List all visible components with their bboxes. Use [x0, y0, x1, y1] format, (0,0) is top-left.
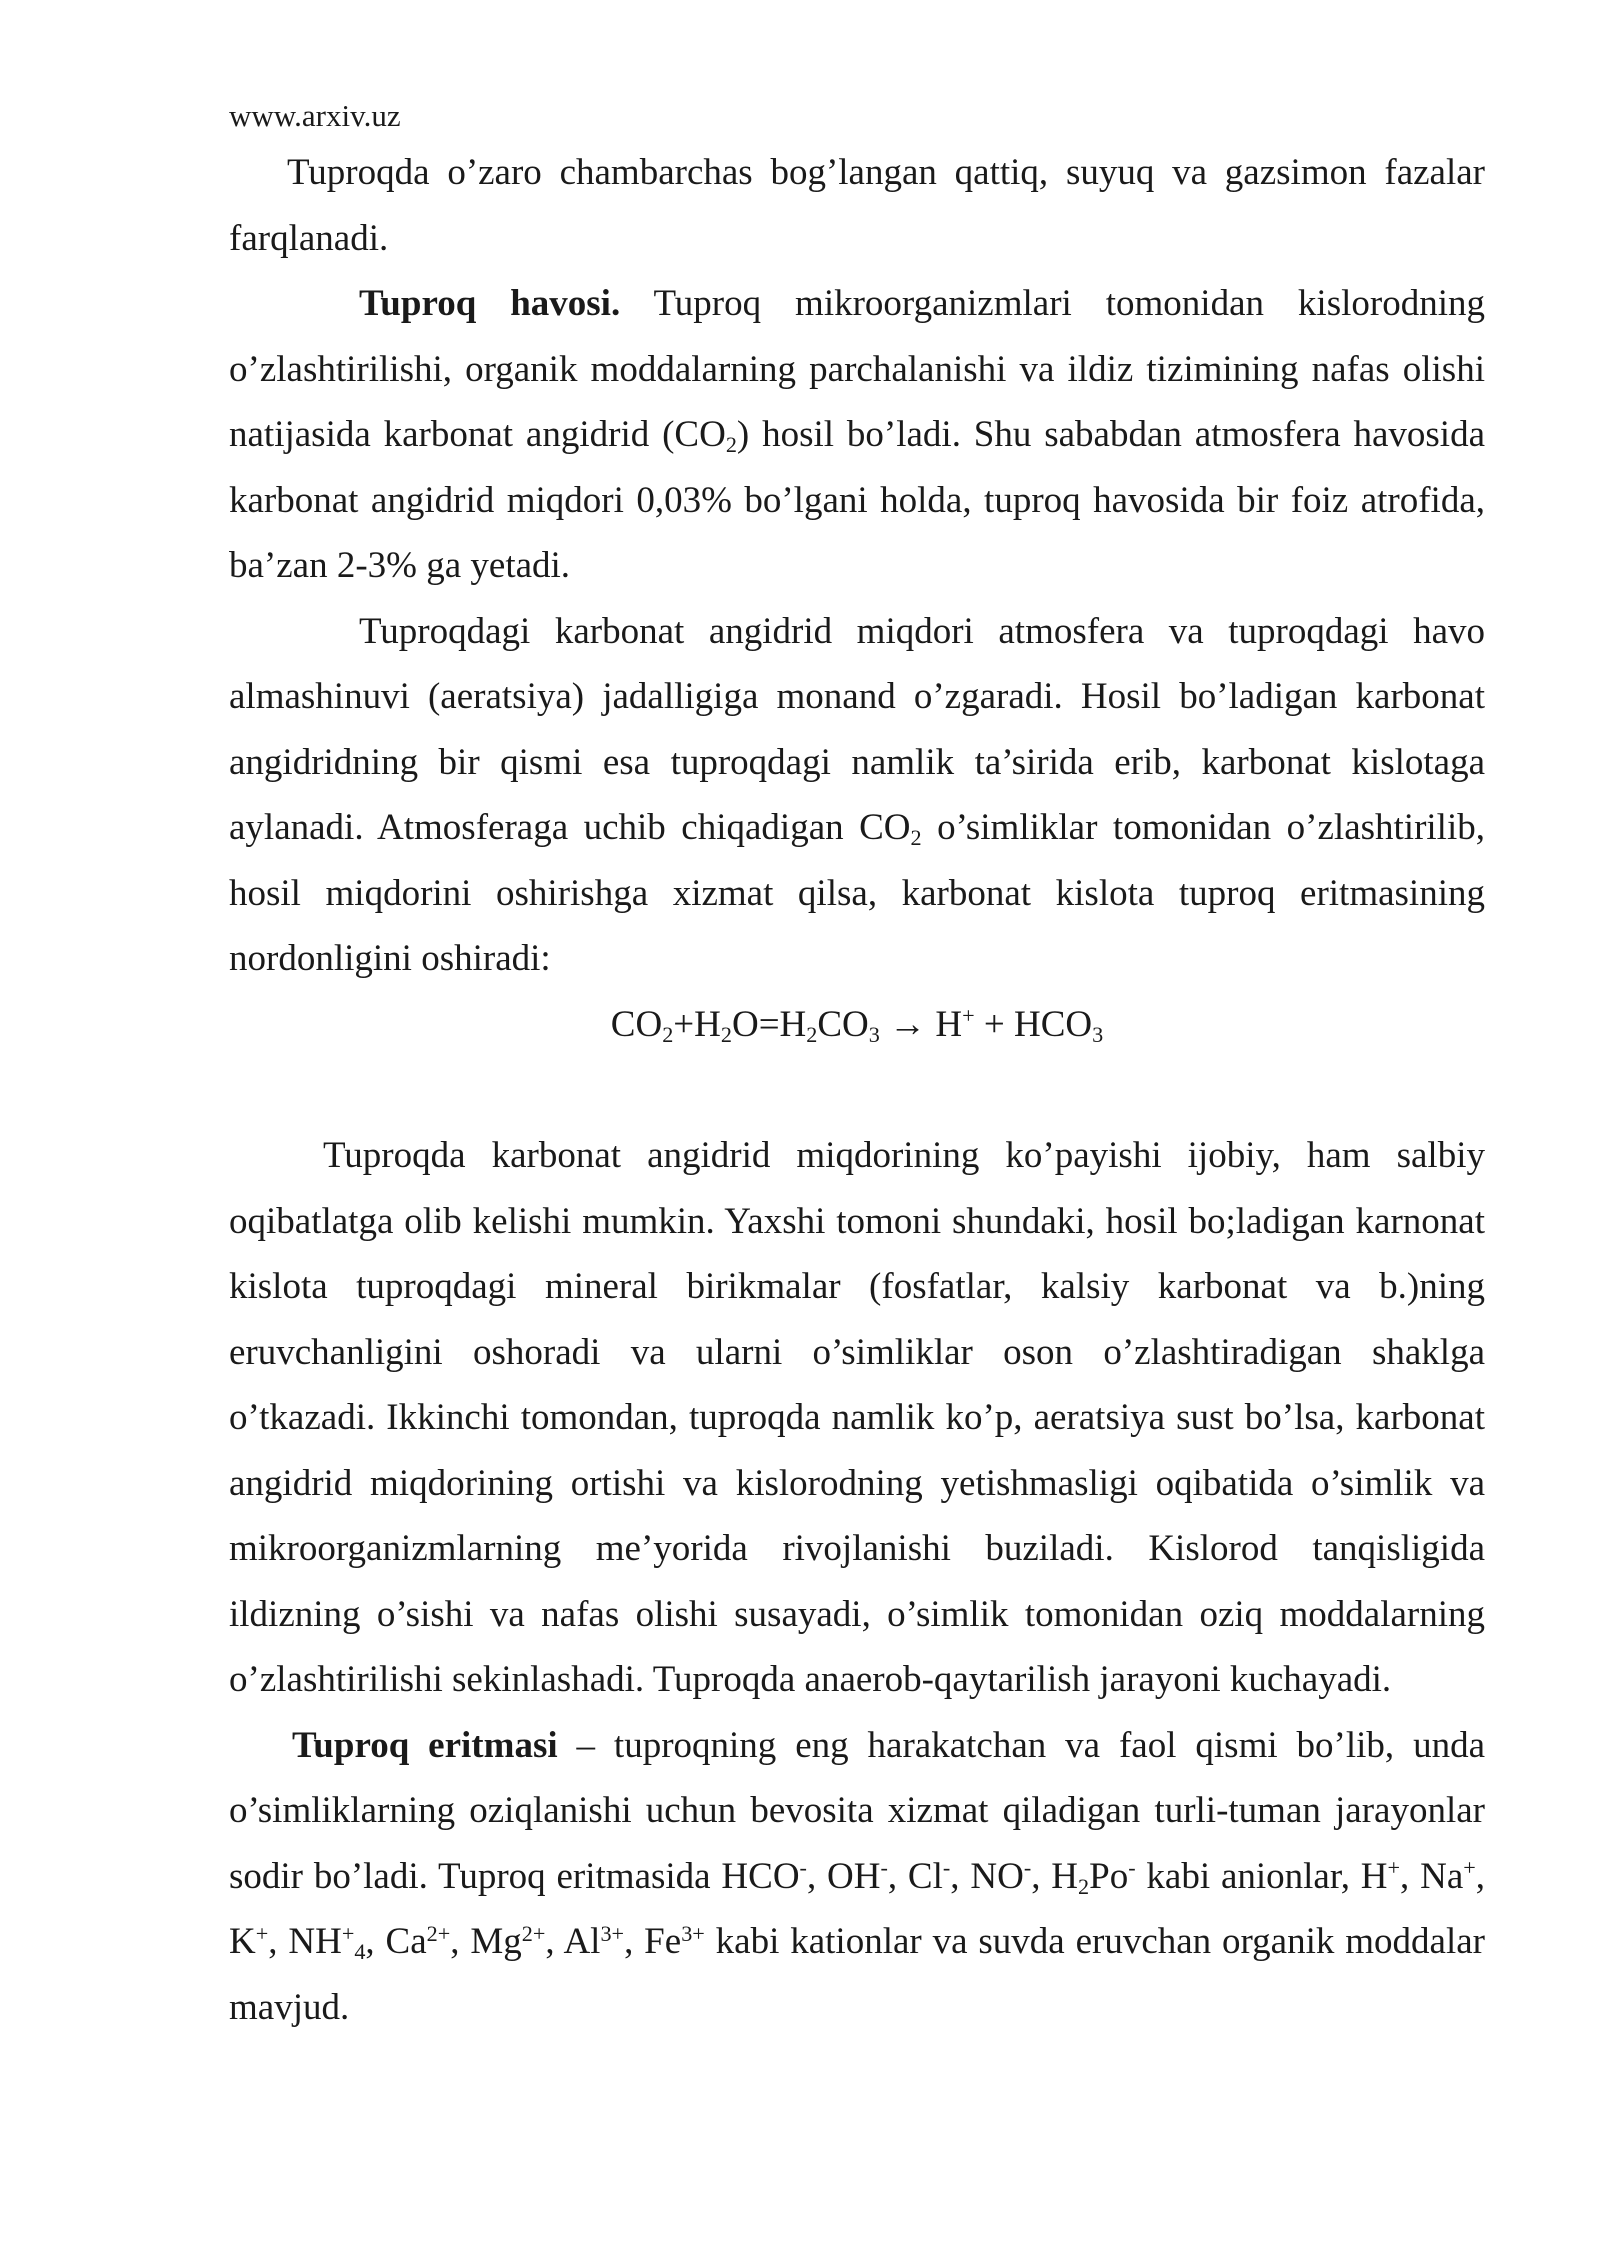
site-header: www.arxiv.uz	[229, 98, 401, 133]
heading-soil-air: Tuproq havosi.	[359, 283, 621, 324]
document-body	[229, 140, 1485, 2040]
paragraph-phases: Tuproqda o’zaro chambarchas bog’langan qattiq, suyuq va gazsimon fazalar farqlanadi.	[229, 152, 1485, 259]
chemical-equation: $CO_2+H_2O=H_2CO_3 \to H^+ + HCO_3$	[610, 1003, 1104, 1047]
spacer	[229, 1057, 1485, 1123]
paragraph-co2-effects: Tuproqda karbonat angidrid miqdorining ko’payishi ijobiy, ham salbiy oqibatlatga olib kelishi mumkin. Yaxshi tomoni shundaki, hosil bo;ladigan karnonat kislota tuproqdagi mineral birikmalar (fosfatlar, kalsiy karbonat va b.)ning eruvchanligini oshoradi va ularni o’simliklar oson o’zlashtiradigan shaklga o’tkazadi. Ikkinchi tomondan, tuproqda namlik ko’p, aeratsiya sust bo’lsa, karbonat angidrid miqdorining ortishi va kislorodning yetishmasligi oqibatida o’simlik va mikroorganizmlarning me’yorida rivojlanishi buziladi. Kislorod tanqisligida ildizning o’sishi va nafas olishi susayadi, o’simlik tomonidan oziq moddalarning o’zlashtirilishi sekinlashadi. Tuproqda anaerob-qaytarilish jarayoni kuchayadi.	[229, 1135, 1485, 1700]
paragraph-soil-solution: Tuproq eritmasi – tuproqning eng harakatchan va faol qismi bo’lib, unda o’simliklarning oziqlanishi uchun bevosita xizmat qiladigan turli-tuman jarayonlar sodir bo’ladi. Tuproq eritmasida HCO-, OH-, Cl-, NO-, $H_2Po^-$ kabi anionlar, H+, Na+, K+, $NH^+_4$, $Ca^{2+}$, $Mg^{2+}$, $Al^{3+}$, $Fe^{3+}$ kabi kationlar va suvda eruvchan organik moddalar mavjud.	[229, 1724, 1486, 2028]
paragraph-soil-air: Tuproq havosi. Tuproq mikroorganizmlari tomonidan kislorodning o’zlashtirilishi, organik moddalarning parchalanishi va ildiz tizimining nafas olishi natijasida karbonat angidrid $(CO_2)$ hosil bo’ladi. Shu sababdan atmosfera havosida karbonat angidrid miqdori 0,03% bo’lgani holda, tuproq havosida bir foiz atrofida, ba’zan 2-3% ga yetadi.	[229, 283, 1485, 586]
paragraph-co2-content: Tuproqdagi karbonat angidrid miqdori atmosfera va tuproqdagi havo almashinuvi (aeratsiya) jadalligiga monand o’zgaradi. Hosil bo’ladigan karbonat angidridning bir qismi esa tuproqdagi namlik ta’sirida erib, karbonat kislotaga aylanadi. Atmosferaga uchib chiqadigan $CO_2$ o’simliklar tomonidan o’zlashtirilib, hosil miqdorini oshirishga xizmat qilsa, karbonat kislota tuproq eritmasining nordonligini oshiradi:	[229, 610, 1485, 979]
heading-soil-solution: Tuproq eritmasi	[292, 1724, 558, 1766]
